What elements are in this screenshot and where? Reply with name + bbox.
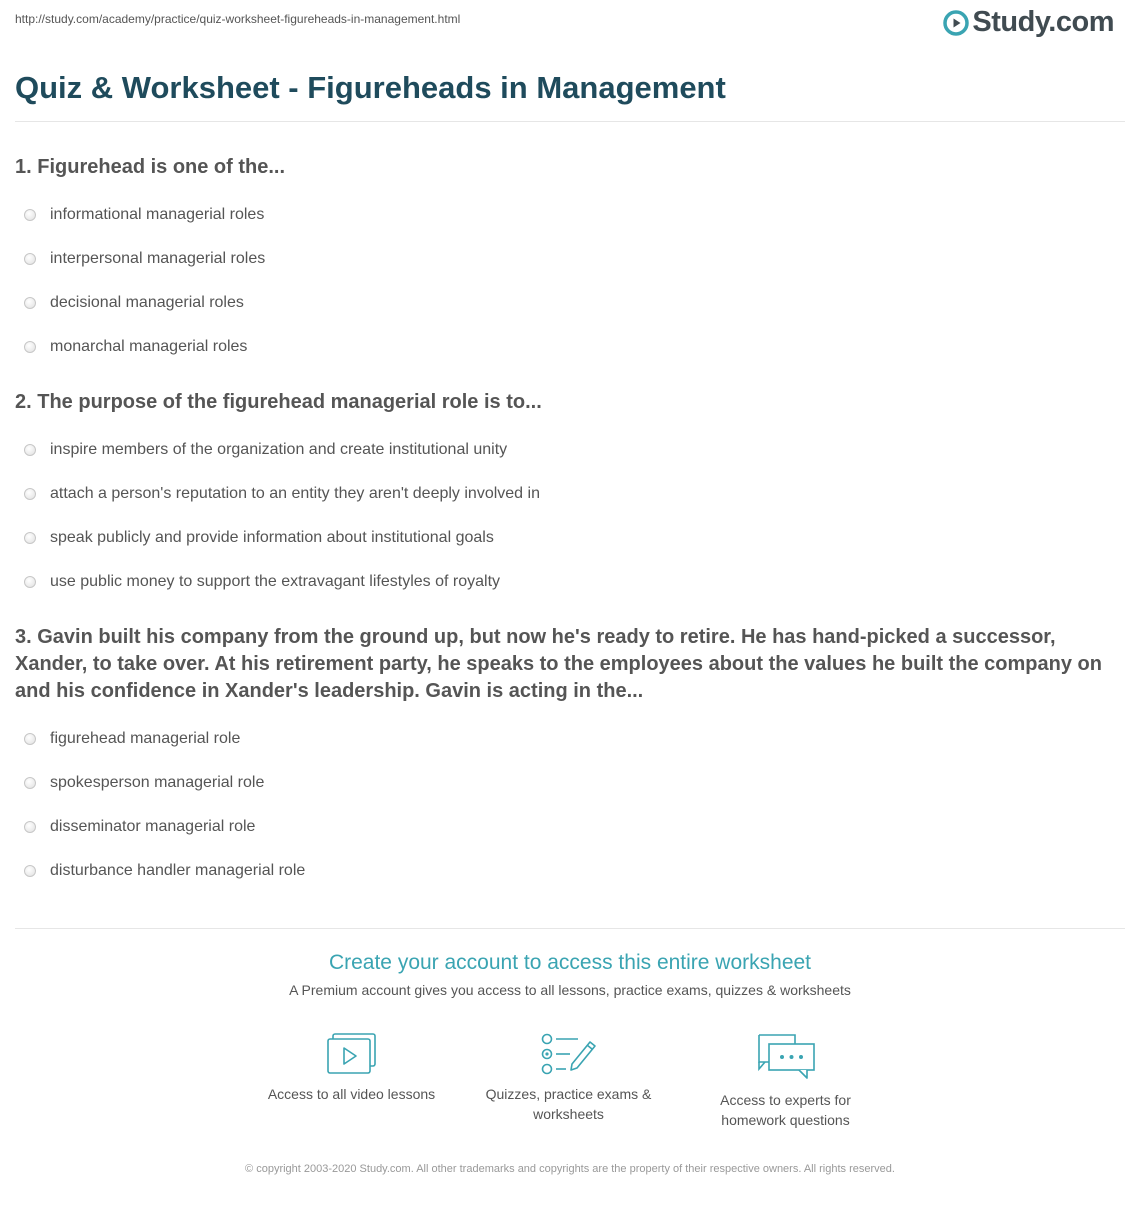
- feature-experts: [677, 1032, 894, 1130]
- answer-label: decisional managerial roles: [50, 294, 244, 311]
- radio-button[interactable]: [24, 865, 36, 877]
- radio-button[interactable]: [24, 253, 36, 265]
- header-divider: [15, 121, 1125, 122]
- quiz-checklist-icon: [540, 1032, 598, 1076]
- answer-option[interactable]: [15, 761, 1125, 805]
- answer-option[interactable]: [15, 193, 1125, 237]
- answer-label: informational managerial roles: [50, 206, 265, 223]
- answer-option[interactable]: [15, 325, 1125, 369]
- radio-button[interactable]: [24, 209, 36, 221]
- feature-label: Access to all video lessons: [267, 1086, 436, 1102]
- answer-label: attach a person's reputation to an entity they aren't deeply involved in: [50, 485, 540, 502]
- quiz-questions: [15, 154, 1125, 913]
- study-logo[interactable]: [943, 6, 1114, 39]
- answer-label: use public money to support the extravagant lifestyles of royalty: [50, 573, 501, 590]
- answer-label: disturbance handler managerial role: [50, 862, 306, 879]
- radio-button[interactable]: [24, 576, 36, 588]
- answer-option[interactable]: [15, 237, 1125, 281]
- radio-button[interactable]: [24, 341, 36, 353]
- page-title: Quiz & Worksheet - Figureheads in Management: [15, 70, 726, 105]
- answer-option[interactable]: [15, 281, 1125, 325]
- radio-button[interactable]: [24, 777, 36, 789]
- answer-options: [15, 193, 1125, 369]
- answer-option[interactable]: [15, 849, 1125, 893]
- premium-features: [243, 1032, 894, 1130]
- radio-button[interactable]: [24, 733, 36, 745]
- answer-option[interactable]: [15, 472, 1125, 516]
- answer-label: interpersonal managerial roles: [50, 250, 266, 267]
- answer-label: inspire members of the organization and create institutional unity: [50, 441, 508, 458]
- create-account-link[interactable]: Create your account to access this entire worksheet: [328, 951, 812, 974]
- radio-button[interactable]: [24, 297, 36, 309]
- question-text: 2. The purpose of the figurehead managerial role is to...: [15, 391, 542, 413]
- question-2: [15, 389, 1125, 604]
- answer-options: [15, 428, 1125, 604]
- feature-quizzes: [460, 1032, 677, 1130]
- logo-text: Study.com: [972, 6, 1114, 38]
- answer-label: spokesperson managerial role: [50, 774, 265, 791]
- feature-video-lessons: [243, 1032, 460, 1130]
- answer-label: speak publicly and provide information about institutional goals: [50, 529, 494, 546]
- answer-option[interactable]: [15, 805, 1125, 849]
- chat-bubbles-icon: [755, 1032, 817, 1082]
- answer-option[interactable]: [15, 560, 1125, 604]
- answer-options: [15, 717, 1125, 893]
- premium-description: A Premium account gives you access to all lessons, practice exams, quizzes & worksheets: [289, 982, 851, 998]
- page-url: http://study.com/academy/practice/quiz-worksheet-figureheads-in-management.html: [15, 12, 461, 26]
- radio-button[interactable]: [24, 821, 36, 833]
- play-circle-icon: [943, 10, 969, 36]
- answer-label: disseminator managerial role: [50, 818, 256, 835]
- question-3: [15, 624, 1125, 893]
- answer-option[interactable]: [15, 428, 1125, 472]
- answer-option[interactable]: [15, 717, 1125, 761]
- question-1: [15, 154, 1125, 369]
- radio-button[interactable]: [24, 488, 36, 500]
- answer-label: monarchal managerial roles: [50, 338, 248, 355]
- answer-option[interactable]: [15, 516, 1125, 560]
- video-lessons-icon: [326, 1032, 378, 1076]
- radio-button[interactable]: [24, 532, 36, 544]
- content-divider: [15, 928, 1125, 929]
- feature-label: Quizzes, practice exams & worksheets: [485, 1086, 652, 1122]
- question-text: 1. Figurehead is one of the...: [15, 156, 286, 178]
- answer-label: figurehead managerial role: [50, 730, 241, 747]
- feature-label: Access to experts for homework questions: [720, 1092, 851, 1128]
- copyright-notice: © copyright 2003-2020 Study.com. All other trademarks and copyrights are the property of their respective owners. All rights reserved.: [245, 1163, 895, 1175]
- radio-button[interactable]: [24, 444, 36, 456]
- question-text: 3. Gavin built his company from the ground up, but now he's ready to retire. He has hand-picked a successor, Xander, to take over. At his retirement party, he speaks to the employees about the values he built the company on and his confidence in Xander's leadership. Gavin is acting in the...: [15, 626, 1102, 702]
